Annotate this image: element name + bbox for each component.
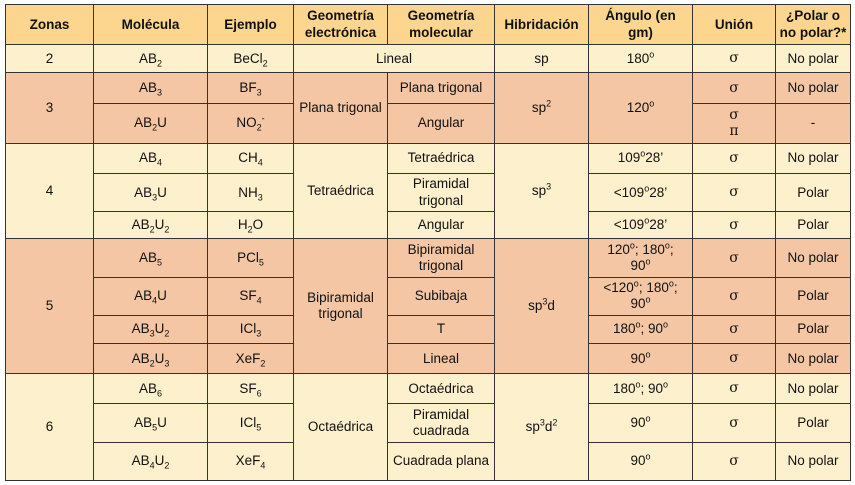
angulo-cell: [589, 45, 693, 73]
header-geometria-molecular: Geometría molecular: [388, 5, 495, 45]
angle-value: 180: [626, 50, 650, 66]
table-row: [6, 404, 851, 442]
angle-value: 90: [630, 295, 646, 311]
hib-text: sp: [531, 100, 547, 116]
ejemplo-cell: [208, 404, 294, 442]
molecula-cell: [94, 277, 208, 315]
vsepr-table: [5, 4, 851, 481]
formula-text: AB: [138, 380, 157, 396]
formula-text: AB: [134, 288, 153, 304]
superscript: 3: [546, 181, 552, 192]
formula-text: U: [154, 217, 165, 233]
union-cell: σ: [693, 45, 776, 73]
superscript: -: [261, 113, 265, 124]
subscript: 2: [164, 224, 170, 235]
subscript: 4: [157, 158, 163, 169]
zonas-cell: 2: [6, 45, 94, 73]
union-cell: σ: [693, 277, 776, 315]
formula-text: NO: [236, 115, 257, 131]
angle-value: 180: [612, 380, 636, 396]
subscript: 2: [260, 358, 266, 369]
header-ejemplo: Ejemplo: [208, 5, 294, 45]
subscript: 3: [256, 87, 262, 98]
angle-value: 120: [626, 100, 650, 116]
formula-text: O: [252, 217, 264, 233]
subscript: 3: [157, 87, 163, 98]
subscript: 5: [256, 422, 262, 433]
degree-mark: o: [664, 240, 670, 251]
degree-mark: o: [645, 349, 651, 360]
ejemplo-cell: [208, 103, 294, 143]
angulo-cell: [589, 174, 693, 212]
superscript: 3: [542, 296, 548, 307]
subscript: 5: [157, 257, 163, 268]
subscript: 3: [152, 192, 158, 203]
molecula-cell: [94, 374, 208, 404]
degree-mark: o: [644, 183, 650, 194]
formula-text: U: [154, 350, 165, 366]
formula-text: AB: [131, 217, 150, 233]
polar-cell: Polar: [776, 174, 851, 212]
geometria-molecular-cell: Tetraédrica: [388, 143, 495, 173]
formula-text: XeF: [235, 350, 261, 366]
union-cell: σ: [693, 73, 776, 103]
union-cell: [693, 103, 776, 143]
superscript: 3: [539, 417, 545, 428]
superscript: 2: [552, 417, 558, 428]
formula-text: SF: [239, 380, 257, 396]
molecula-cell: [94, 45, 208, 73]
zonas-cell: 4: [6, 143, 94, 239]
formula-text: AB: [138, 150, 157, 166]
angulo-cell: [589, 344, 693, 374]
table-row: [6, 73, 851, 103]
hib-text: sp: [525, 419, 540, 435]
geometria-electronica-cell: Bipiramidal trigonal: [294, 239, 388, 374]
subscript: 3: [256, 329, 262, 340]
subscript: 6: [256, 388, 262, 399]
geometria-cell: Lineal: [294, 45, 495, 73]
formula-text: AB: [138, 249, 157, 265]
angulo-cell: [589, 239, 693, 277]
subscript: 2: [157, 58, 163, 69]
header-row: [6, 5, 851, 45]
angle-value: <120: [603, 280, 634, 296]
formula-text: SF: [239, 288, 257, 304]
geometria-molecular-cell: Piramidal trigonal: [388, 174, 495, 212]
hibridacion-cell: [495, 239, 589, 374]
angle-value: ; 90: [640, 321, 664, 337]
molecula-cell: [94, 174, 208, 212]
ejemplo-cell: [208, 239, 294, 277]
formula-text: U: [154, 321, 165, 337]
union-cell: σ: [693, 212, 776, 239]
formula-text: AB: [134, 414, 153, 430]
geometria-electronica-cell: Plana trigonal: [294, 73, 388, 143]
subscript: 4: [149, 460, 155, 471]
angulo-cell: [589, 404, 693, 442]
degree-mark: o: [663, 319, 669, 330]
angle-minutes: 28’: [645, 150, 664, 166]
angle-sep: ;: [669, 242, 674, 258]
ejemplo-cell: [208, 315, 294, 343]
molecula-cell: [94, 103, 208, 143]
degree-mark: o: [635, 319, 641, 330]
degree-mark: o: [645, 413, 651, 424]
geometria-molecular-cell: Angular: [388, 103, 495, 143]
angle-value: ; 180: [638, 280, 669, 296]
angle-value: 90: [630, 453, 646, 469]
angle-value: 180: [612, 321, 636, 337]
ejemplo-cell: [208, 45, 294, 73]
polar-cell: No polar: [776, 239, 851, 277]
header-union: Unión: [693, 5, 776, 45]
formula-text: AB: [131, 321, 150, 337]
angle-value: ; 90: [640, 380, 664, 396]
geometria-molecular-cell: Piramidal cuadrada: [388, 404, 495, 442]
subscript: 5: [258, 257, 264, 268]
geometria-molecular-cell: Subibaja: [388, 277, 495, 315]
hib-text: sp: [531, 183, 547, 199]
geometria-molecular-cell: Bipiramidal trigonal: [388, 239, 495, 277]
subscript: 2: [164, 460, 170, 471]
table-row: [6, 212, 851, 239]
sigma-symbol: σ: [729, 106, 739, 123]
hibridacion-cell: [495, 73, 589, 143]
hibridacion-cell: sp: [495, 45, 589, 73]
molecula-cell: [94, 73, 208, 103]
geometria-molecular-cell: Cuadrada plana: [388, 442, 495, 480]
angle-value: 90: [630, 257, 646, 273]
union-cell: σ: [693, 404, 776, 442]
geometria-molecular-cell: Lineal: [388, 344, 495, 374]
polar-cell: -: [776, 103, 851, 143]
polar-cell: No polar: [776, 442, 851, 480]
ejemplo-cell: [208, 374, 294, 404]
formula-text: ICl: [239, 414, 257, 430]
angulo-cell: [589, 73, 693, 143]
molecula-cell: [94, 239, 208, 277]
header-zonas: Zonas: [6, 5, 94, 45]
subscript: 2: [262, 58, 268, 69]
angle-minutes: 28’: [649, 217, 668, 233]
polar-cell: Polar: [776, 315, 851, 343]
molecula-cell: [94, 404, 208, 442]
angulo-cell: [589, 315, 693, 343]
formula-text: U: [157, 414, 167, 430]
degree-mark: o: [640, 148, 646, 159]
subscript: 6: [157, 388, 163, 399]
header-geometria-electronica: Geometría electrónica: [294, 5, 388, 45]
formula-text: U: [157, 115, 167, 131]
formula-text: PCl: [237, 249, 259, 265]
ejemplo-cell: [208, 73, 294, 103]
polar-cell: Polar: [776, 404, 851, 442]
table-row: [6, 374, 851, 404]
formula-text: U: [157, 184, 167, 200]
formula-text: BF: [239, 79, 257, 95]
degree-mark: o: [645, 451, 651, 462]
molecula-cell: [94, 442, 208, 480]
formula-text: AB: [131, 350, 150, 366]
subscript: 2: [247, 224, 253, 235]
formula-text: CH: [238, 150, 258, 166]
degree-mark: o: [645, 256, 651, 267]
geometria-molecular-cell: T: [388, 315, 495, 343]
subscript: 4: [152, 295, 158, 306]
degree-mark: o: [629, 240, 635, 251]
geometria-electronica-cell: Octaédrica: [294, 374, 388, 481]
formula-text: U: [154, 453, 165, 469]
table-row: [6, 315, 851, 343]
polar-cell: No polar: [776, 374, 851, 404]
union-cell: σ: [693, 315, 776, 343]
union-cell: σ: [693, 174, 776, 212]
ejemplo-cell: [208, 143, 294, 173]
formula-text: H: [237, 217, 248, 233]
table-row: [6, 45, 851, 73]
polar-cell: Polar: [776, 277, 851, 315]
ejemplo-cell: [208, 442, 294, 480]
angle-value: <109: [613, 184, 645, 200]
angulo-cell: [589, 212, 693, 239]
union-cell: σ: [693, 344, 776, 374]
degree-mark: o: [649, 49, 655, 60]
ejemplo-cell: [208, 212, 294, 239]
formula-text: U: [157, 288, 167, 304]
subscript: 4: [260, 460, 266, 471]
angle-sep: ;: [673, 280, 678, 296]
formula-text: AB: [134, 115, 153, 131]
degree-mark: o: [635, 379, 641, 390]
table-row: [6, 344, 851, 374]
subscript: 2: [164, 329, 170, 340]
ejemplo-cell: [208, 277, 294, 315]
molecula-cell: [94, 212, 208, 239]
header-polar: ¿Polar o no polar?*: [776, 5, 851, 45]
formula-text: AB: [134, 184, 153, 200]
polar-cell: No polar: [776, 45, 851, 73]
table-row: [6, 143, 851, 173]
table-row: [6, 442, 851, 480]
angle-value: ; 180: [634, 242, 665, 258]
hibridacion-cell: [495, 374, 589, 481]
angulo-cell: [589, 143, 693, 173]
degree-mark: o: [645, 294, 651, 305]
formula-text: NH: [238, 184, 258, 200]
degree-mark: o: [663, 379, 669, 390]
molecula-cell: [94, 315, 208, 343]
formula-text: BeCl: [233, 50, 263, 66]
degree-mark: o: [649, 98, 655, 109]
angulo-cell: [589, 442, 693, 480]
polar-cell: No polar: [776, 73, 851, 103]
zonas-cell: 3: [6, 73, 94, 143]
degree-mark: o: [644, 215, 650, 226]
table-row: [6, 103, 851, 143]
formula-text: AB: [131, 453, 150, 469]
degree-mark: o: [668, 278, 674, 289]
angle-minutes: 28’: [649, 184, 668, 200]
union-cell: σ: [693, 143, 776, 173]
table-row: [6, 174, 851, 212]
polar-cell: Polar: [776, 212, 851, 239]
subscript: 2: [256, 122, 262, 133]
header-molecula: Molécula: [94, 5, 208, 45]
angle-value: 90: [630, 414, 646, 430]
subscript: 5: [152, 422, 158, 433]
table-row: [6, 239, 851, 277]
angle-value: 90: [630, 350, 646, 366]
header-hibridacion: Hibridación: [495, 5, 589, 45]
zonas-cell: 6: [6, 374, 94, 481]
subscript: 2: [149, 224, 155, 235]
polar-cell: No polar: [776, 344, 851, 374]
header-angulo: Ángulo (en gm): [589, 5, 693, 45]
hib-text: d: [544, 419, 553, 435]
table-row: [6, 277, 851, 315]
subscript: 4: [256, 295, 262, 306]
molecula-cell: [94, 344, 208, 374]
union-cell: σ: [693, 442, 776, 480]
subscript: 3: [164, 358, 170, 369]
subscript: 3: [257, 192, 263, 203]
hib-text: sp: [528, 298, 543, 314]
formula-text: AB: [138, 50, 157, 66]
formula-text: AB: [138, 79, 157, 95]
superscript: 2: [546, 98, 552, 109]
subscript: 2: [152, 122, 158, 133]
molecula-cell: [94, 143, 208, 173]
angle-value: 120: [607, 242, 630, 258]
formula-text: XeF: [235, 453, 261, 469]
degree-mark: o: [633, 278, 639, 289]
hib-text: d: [547, 298, 555, 314]
subscript: 2: [149, 358, 155, 369]
geometria-molecular-cell: Angular: [388, 212, 495, 239]
angle-value: <109: [613, 217, 645, 233]
ejemplo-cell: [208, 344, 294, 374]
hibridacion-cell: [495, 143, 589, 239]
zonas-cell: 5: [6, 239, 94, 374]
formula-text: ICl: [239, 321, 257, 337]
ejemplo-cell: [208, 174, 294, 212]
geometria-electronica-cell: Tetraédrica: [294, 143, 388, 239]
angulo-cell: [589, 277, 693, 315]
angle-value: 109: [617, 150, 641, 166]
subscript: 3: [149, 329, 155, 340]
geometria-molecular-cell: Plana trigonal: [388, 73, 495, 103]
angulo-cell: [589, 374, 693, 404]
pi-symbol: π: [729, 122, 739, 139]
polar-cell: No polar: [776, 143, 851, 173]
union-cell: σ: [693, 239, 776, 277]
subscript: 4: [257, 158, 263, 169]
geometria-molecular-cell: Octaédrica: [388, 374, 495, 404]
union-cell: σ: [693, 374, 776, 404]
